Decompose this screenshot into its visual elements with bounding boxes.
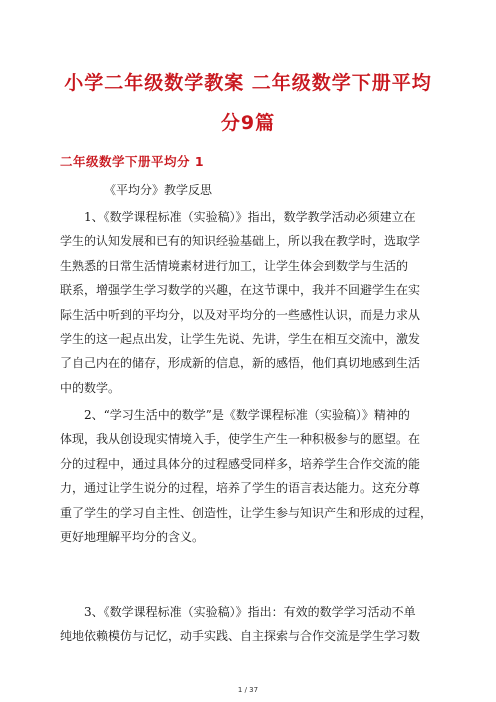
paragraph-line: 联系，增强学生学习数学的兴趣，在这节课中，我并不回避学生在实 xyxy=(60,283,421,298)
section-heading: 二年级数学下册平均分 1 xyxy=(60,154,205,169)
paragraph-3 xyxy=(60,600,440,649)
paragraph-line: 生熟悉的日常生活情境素材进行加工，让学生体会到数学与生活的 xyxy=(60,258,409,273)
sub-heading: 《平均分》教学反思 xyxy=(104,183,213,197)
paragraph-2 xyxy=(60,403,440,549)
paragraph-line: 力，通过让学生说分的过程，培养了学生的语言表达能力。这充分尊 xyxy=(60,481,421,496)
document-title-line-2: 分9篇 xyxy=(220,112,276,134)
paragraph-line: 1、《数学课程标准（实验稿）》指出，数学教学活动必须建立在 xyxy=(84,210,416,224)
paragraph-line: 3、《数学课程标准（实验稿）》指出：有效的数学学习活动不单 xyxy=(84,605,416,619)
paragraph-line: 2、“学习生活中的数学”是《数学课程标准（实验稿）》精神的 xyxy=(84,408,410,422)
paragraph-line: 纯地依赖模仿与记忆，动手实践、自主探索与合作交流是学生学习数 xyxy=(60,629,421,644)
paragraph-line: 中的数学。 xyxy=(60,380,121,395)
paragraph-1 xyxy=(60,205,440,400)
page-number: 1 / 37 xyxy=(237,686,259,694)
paragraph-line: 体现，我从创设现实情境入手，使学生产生一种积极参与的愿望。在 xyxy=(60,432,421,447)
paragraph-line: 重了学生的学习自主性、创造性，让学生参与知识产生和形成的过程， xyxy=(60,505,433,520)
paragraph-line: 学生的认知发展和已有的知识经验基础上，所以我在教学时，选取学 xyxy=(60,234,421,249)
paragraph-line: 分的过程中，通过具体分的过程感受同样多，培养学生合作交流的能 xyxy=(60,456,421,471)
paragraph-line: 际生活中听到的平均分，以及对平均分的一些感性认识，而是力求从 xyxy=(60,307,421,322)
paragraph-line: 了自己内在的储存，形成新的信息，新的感悟，他们真切地感到生活 xyxy=(60,356,421,371)
paragraph-line: 学生的这一起点出发，让学生先说、先讲，学生在相互交流中，激发 xyxy=(60,332,421,347)
document-title-line-1: 小学二年级数学教案 二年级数学下册平均 xyxy=(64,72,432,94)
paragraph-line: 更好地理解平均分的含义。 xyxy=(60,530,205,545)
